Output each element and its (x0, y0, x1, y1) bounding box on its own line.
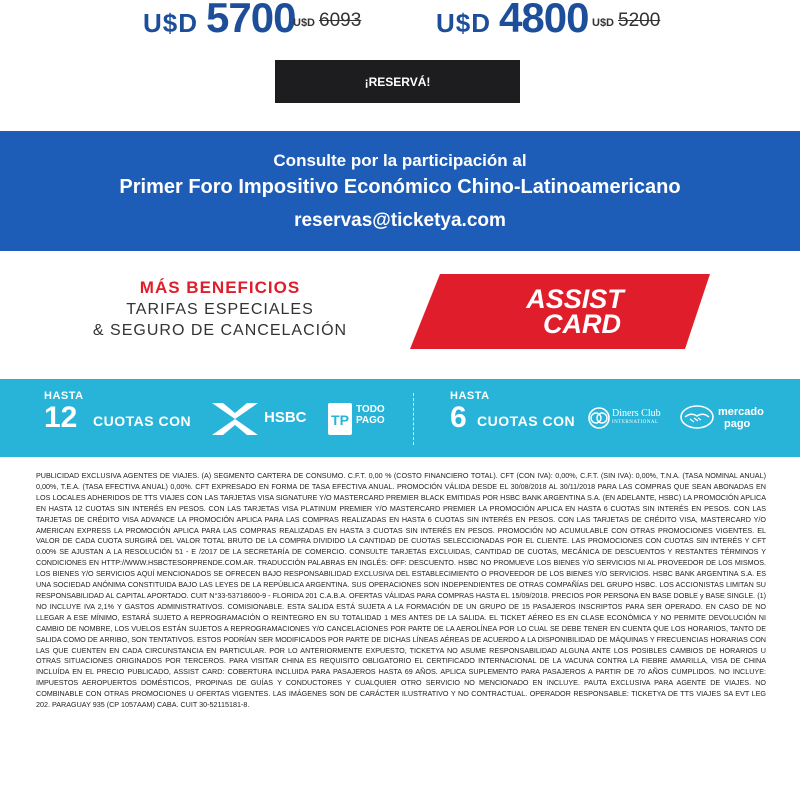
old-price-amount: 6093 (319, 10, 362, 31)
todo-pago-line1: TODO (356, 404, 385, 415)
installments-left-hasta: HASTA (44, 390, 84, 402)
old-price-offer-2 (592, 10, 660, 32)
currency-label: U$D (143, 8, 199, 38)
benefits-special-fares: TARIFAS ESPECIALES (126, 301, 314, 318)
installments-left-number: 12 (44, 401, 78, 434)
mercado-pago-label (718, 406, 764, 430)
installments-right-number: 6 (450, 401, 467, 434)
installments-right-hasta: HASTA (450, 390, 490, 402)
assist-card-logo (410, 274, 710, 349)
price-offer-1 (143, 0, 295, 42)
benefits-title: MÁS BENEFICIOS (139, 278, 301, 297)
price-offer-2 (436, 0, 588, 42)
currency-label: U$D (436, 8, 492, 38)
mercado-pago-line1: mercado (718, 406, 764, 418)
todo-pago-icon (328, 403, 352, 435)
todo-pago-label (356, 404, 385, 426)
diners-club-label (612, 408, 661, 426)
hsbc-hexagon-icon (212, 403, 258, 435)
mercado-pago-handshake-icon (680, 405, 714, 429)
installments-left-label: CUOTAS CON (93, 413, 192, 429)
old-currency-label: U$D (293, 17, 316, 29)
price-amount: 4800 (499, 0, 589, 41)
todo-pago-line2: PAGO (356, 415, 385, 426)
forum-title: Primer Foro Impositivo Económico Chino-Latinoamericano (119, 176, 681, 198)
forum-intro: Consulte por la participación al (273, 151, 527, 170)
installments-divider (413, 393, 414, 445)
contact-email-link[interactable]: reservas@ticketya.com (294, 210, 506, 231)
mercado-pago-line2: pago (724, 418, 751, 430)
installments-banner (0, 379, 800, 457)
prices-row (0, 0, 800, 50)
installments-right-label: CUOTAS CON (477, 413, 576, 429)
hsbc-label: HSBC (264, 409, 307, 426)
diners-club-icon (588, 407, 610, 429)
old-price-offer-1 (293, 10, 361, 32)
diners-club-line1: Diners Club (612, 408, 661, 419)
benefits-cancellation: & SEGURO DE CANCELACIÓN (92, 322, 348, 339)
svg-text:TP: TP (331, 412, 349, 428)
reserve-button[interactable]: ¡RESERVÁ! (275, 60, 520, 103)
price-amount: 5700 (206, 0, 296, 41)
legal-disclaimer: PUBLICIDAD EXCLUSIVA AGENTES DE VIAJES. (A) SEGMENTO CARTERA DE CONSUMO. C.F.T. 0,00 % (COSTO FINANCIERO TOTAL). CFT (CON IVA): 0,00%, C.F.T. (SIN IVA): 0,00%, T.N.A. (TASA NOMINAL ANUAL) 0,00%, T.E.A. (TASA EFECTIVA ANUAL) 0,00%. CFT EXPRESADO EN FORMA DE TASA EFECTIVA ANUAL. PROMOCIÓN VÁLIDA DESDE EL 30/08/2018 AL 30/11/2018 PARA LAS COMPRAS QUE SEAN ABONADAS EN LOS LOCALES ADHERIDOS DE TTS VIAJES CON LAS TARJETAS VISA SIGNATURE Y/O MASTERCARD PREMIER BLACK EMITIDAS POR HSBC BANK ARGENTINA S.A. (EN ADELANTE, HSBC) LA PROMOCIÓN APLICA EN HASTA 12 CUOTAS SIN INTERÉS EN PESOS. CON LAS TARJETAS VISA PLATINUM PREMIER Y/O MASTERCARD PREMIER LA PROMOCIÓN APLICA EN HASTA 6 CUOTAS SIN INTERÉS EN PESOS. CON LAS TARJETAS DE CRÉDITO VISA ADVANCE LA PROMOCIÓN APLICA PARA LAS COMPRAS REALIZADAS EN HASTA 6 CUOTAS SIN INTERÉS EN PESOS. CON LAS TARJETAS DE CRÉDITO VISA, MASTERCARD Y/O AMERICAN EXPRESS LA PROMOCIÓN APLICA PARA LAS COMPRAS REALIZADAS EN HASTA 3 CUOTAS SIN INTERÉS EN PESOS. PROMOCIÓN NO ACUMULABLE CON OTRAS PROMOCIONES VIGENTES. EL VALOR DE CADA CUOTA SURGIRÁ DEL VALOR TOTAL BRUTO DE LA COMPRA DIVIDIDO LA CANTIDAD DE CUOTAS SELECCIONADAS POR EL CLIENTE. LAS PROMOCIONES CON CUOTAS SIN INTERÉS Y CFT 0.00% SE AJUSTAN A LA RESOLUCIÓN 51 - E /2017 DE LA SECRETARÍA DE COMERCIO. CONSULTE TARJETAS EXCLUIDAS, CANTIDAD DE CUOTAS, MECÁNICA DE DESCUENTOS Y RESTANTES TÉRMINOS Y CONDICIONES EN HTTP://WWW.HSBCTESORPRENDE.COM.AR. TRADUCCIÓN PALABRAS EN INGLÉS: OFF: DESCUENTO. HSBC NO PROMUEVE LOS BIENES Y/O SERVICIOS NI AL PROVEEDOR DE LOS MISMOS. LOS BIENES Y/O SERVICIOS AQUÍ MENCIONADOS SE OFRECEN BAJO RESPONSABILIDAD EXCLUSIVA DEL ESTABLECIMIENTO O PROVEEDOR DE LOS BIENES Y/O SERVICIOS. HSBC BANK ARGENTINA S.A. ES UNA SOCIEDAD ANÓNIMA CONSTITUIDA BAJO LAS LEYES DE LA REPÚBLICA ARGENTINA. SUS OPERACIONES SON INDEPENDIENTES DE OTRAS COMPAÑÍAS DEL GRUPO HSBC. LOS ACCIONISTAS LIMITAN SU RESPONSABILIDAD AL CAPITAL APORTADO. CUIT N°33-53718600-9 - FLORIDA 201 C.A.B.A. OFERTAS VÁLIDAS PARA COMPRAS HASTA EL 15/09/2018. PRECIOS POR PERSONA EN BASE DOBLE y BASE SINGLE. (1) NO INCLUYE IVA 2,1% Y GASTOS ADMINISTRATIVOS. COMISIONABLE. ESTA SALIDA ESTÁ SUJETA A LA FORMACIÓN DE UN GRUPO DE 15 PASAJEROS INSCRIPTOS PARA SER OPERADO. EN CASO DE NO LLEGAR A ESE MÍNIMO, ESTARÁ SUJETO A REPROGRAMACIÓN O REINTEGRO EN SU TOTALIDAD 1 MES ANTES DE LA SALIDA. EL TICKET AÉREO ES EN CLASE ECONÓMICA Y NO PERMITE DEVOLUCIÓN NI CAMBIO DE NOMBRE, LOS VUELOS ESTÁN SUJETOS A REPROGRAMACIONES Y/O CANCELACIONES POR PARTE DE LA AEROLÍNEA POR LO CUAL SE DEBE TENER EN CUENTA QUE LOS HORARIOS, TANTO DE SALIDA COMO DE ARRIBO, SON TENTATIVOS. ESTOS PODRÍAN SER MODIFICADOS POR PARTE DE DICHAS LÍNEAS AÉREAS DE ACUERDO A LA DISPONIBILIDAD DE MÁQUINAS Y FRECUENCIAS HORARIAS CON LAS QUE CUENTEN EN CADA CIRCUNSTANCIA EN PARTICULAR. POR LO ANTERIORMENTE EXPUESTO, TICKETYA NO ASUME RESPONSABILIDAD ALGUNA ANTE LOS POSIBLES CAMBIOS DE HORARIOS U OTRAS SITUACIONES ORIGINADOS POR TERCEROS. PARA VISITAR CHINA ES REQUISITO OBLIGATORIO EL CERTIFICADO INTERNACIONAL DE LA VACUNA CONTRA LA FIEBRE AMARILLA, VISA DE CHINA INCLUÍDA EN EL PRECIO PUBLICADO, ASSIST CARD: COBERTURA INCLUIDA PARA PASAJEROS HASTA 69 AÑOS. APLICA SUPLEMENTO PARA PASAJEROS A PARTIR DE 70 AÑOS CUMPLIDOS. NO INCLUYE: IMPUESTOS AEROPUERTOS DOMÉSTICOS, PROPINAS DE GUÍAS Y CONDUCTORES Y CUALQUIER OTRO SERVICIO NO MENCIONADO EN INCLUYE. PAUTA EXCLUSIVA PARA AGENTE DE VIAJES. NO COMBINABLE CON OTRAS PROMOCIONES U OFERTAS VIGENTES. LAS IMÁGENES SON DE CARÁCTER ILUSTRATIVO Y NO CONTRACTUAL. OPERADOR RESPONSABLE: TICKETYA DE TTS VIAJES SA EVT LEG 202. PARAGUAY 935 (CP 1057AAM) CABA. CUIT 30-52115181-8. (36, 471, 766, 710)
diners-club-line2: INTERNATIONAL (612, 420, 659, 425)
forum-banner (0, 131, 800, 251)
old-price-amount: 5200 (618, 10, 661, 31)
assist-card-logo-line2: CARD (543, 309, 621, 339)
assist-card-logo-line1: ASSIST (526, 284, 624, 314)
old-currency-label: U$D (592, 17, 615, 29)
